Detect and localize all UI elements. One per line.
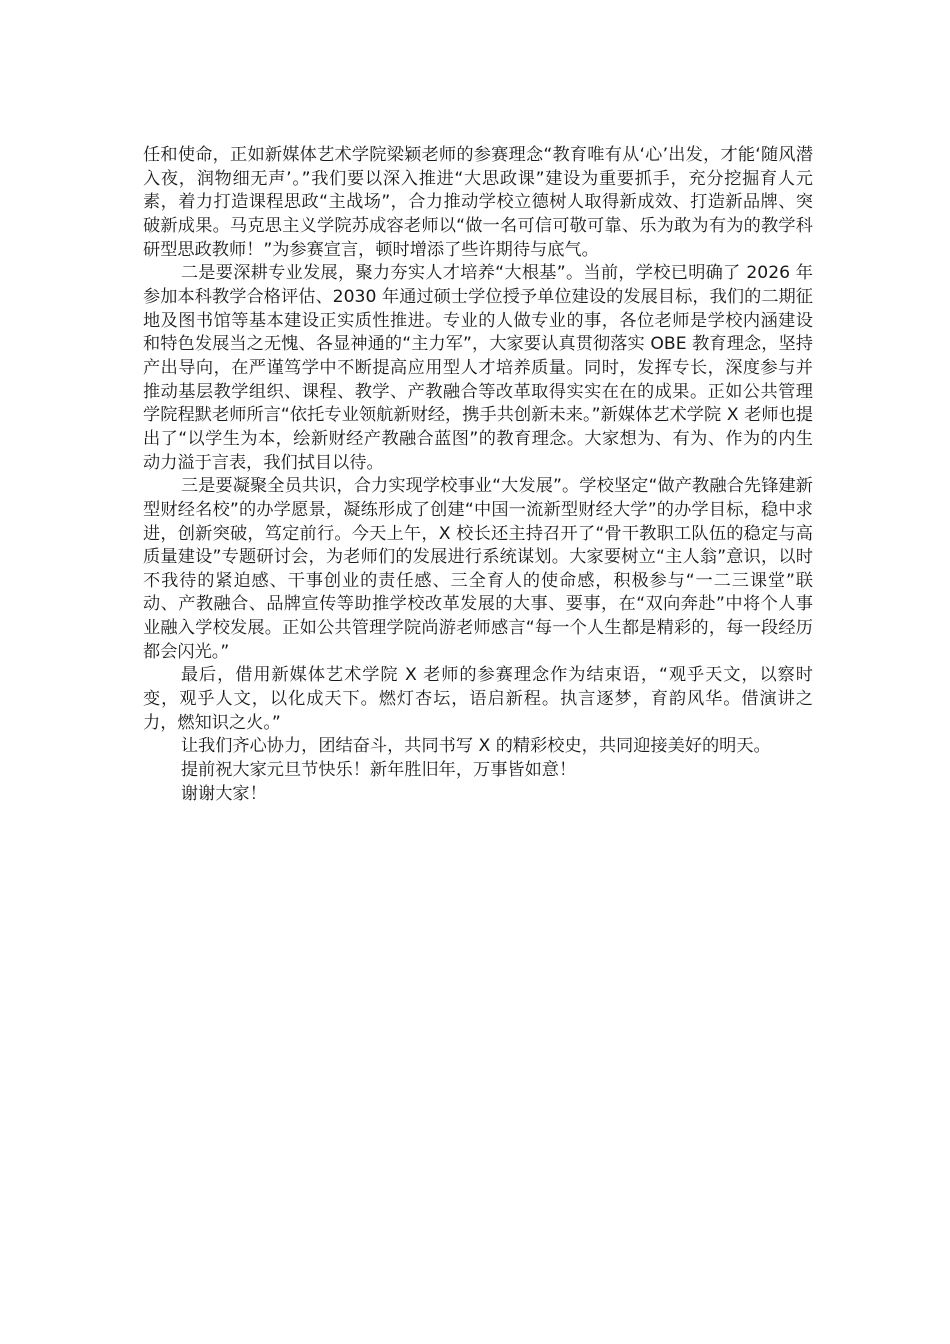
document-body (143, 144, 813, 806)
paragraph-point-two: 二是要深耕专业发展，聚力夯实人才培养“大根基”。当前，学校已明确了 2026 年参加本科教学合格评估、2030 年通过硕士学位授予单位建设的发展目标，我们的二期征地及图书馆等基本建设正实质性推进。专业的人做专业的事，各位老师是学校内涵建设和特色发展当之无愧、各显神通的“主力军”，大家要认真贯彻落实 OBE 教育理念，坚持产出导向，在严谨笃学中不断提高应用型人才培养质量。同时，发挥专长，深度参与并推动基层教学组织、课程、教学、产教融合等改革取得实实在在的成果。正如公共管理学院程默老师所言“依托专业领航新财经，携手共创新未来。”新媒体艺术学院 X 老师也提出了“以学生为本，绘新财经产教融合蓝图”的教育理念。大家想为、有为、作为的内生动力溢于言表，我们拭目以待。 (143, 263, 813, 473)
paragraph-point-three: 三是要凝聚全员共识，合力实现学校事业“大发展”。学校坚定“做产教融合先锋建新型财经名校”的办学愿景，凝练形成了创建“中国一流新型财经大学”的办学目标，稳中求进，创新突破，笃定前行。今天上午，X 校长还主持召开了“骨干教职工队伍的稳定与高质量建设”专题研讨会，为老师们的发展进行系统谋划。大家要树立“主人翁”意识，以时不我待的紧迫感、干事创业的责任感、三全育人的使命感，积极参与“一二三课堂”联动、产教融合、品牌宣传等助推学校改革发展的大事、要事，在“双向奔赴”中将个人事业融入学校发展。正如公共管理学院尚游老师感言“每一个人生都是精彩的，每一段经历都会闪光。” (143, 476, 813, 662)
paragraph-new-year-wishes: 提前祝大家元旦节快乐！新年胜旧年，万事皆如意！ (180, 760, 577, 781)
paragraph-continuation: 任和使命，正如新媒体艺术学院梁颖老师的参赛理念“教育唯有从‘心’出发，才能‘随风潜入夜，润物细无声’。”我们要以深入推进“大思政课”建设为重要抓手，充分挖掘育人元素，着力打造课程思政“主战场”，合力推动学校立德树人取得新成效、打造新品牌、突破新成果。马克思主义学院苏成容老师以“做一名可信可敬可靠、乐为敢为有为的教学科研型思政教师！”为参赛宣言，顿时增添了些许期待与底气。 (143, 145, 813, 260)
paragraph-thanks: 谢谢大家！ (180, 783, 267, 804)
paragraph-call-to-action: 让我们齐心协力，团结奋斗，共同书写 X 的精彩校史，共同迎接美好的明天。 (180, 736, 771, 757)
paragraph-closing-quote: 最后，借用新媒体艺术学院 X 老师的参赛理念作为结束语，“观乎天文，以察时变，观乎人文，以化成天下。燃灯杏坛，语启新程。执言逐梦，育韵风华。借演讲之力，燃知识之火。” (143, 665, 813, 733)
